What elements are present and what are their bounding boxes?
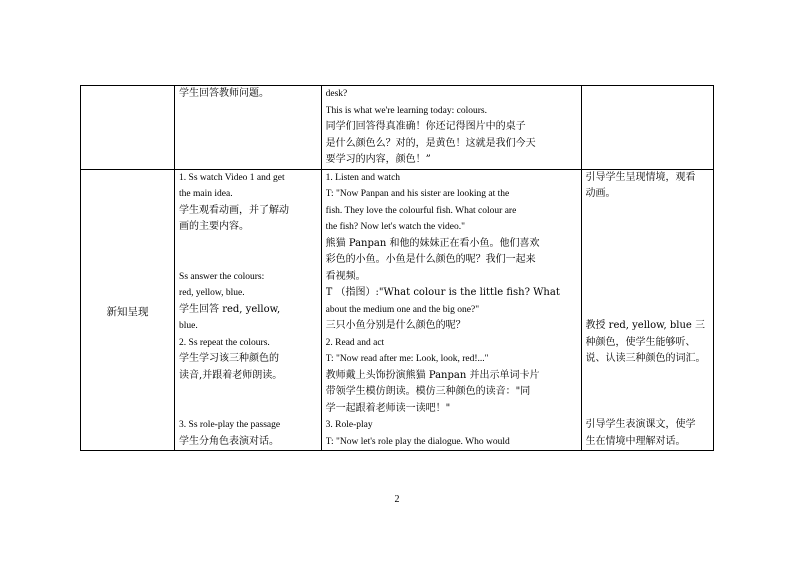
- text-line: 学生分角色表演对话。: [179, 435, 280, 447]
- lesson-plan-table: [80, 85, 714, 451]
- text-line: 3. Role-play: [325, 420, 373, 430]
- text-line: blue.: [179, 321, 198, 331]
- text-line: 1. Listen and watch: [325, 172, 401, 183]
- text-line: This is what we're learning today: colours.: [325, 105, 487, 116]
- text-line: 教授 red, yellow, blue 三: [585, 320, 705, 331]
- text-line: 说、认读三种颜色的词汇。: [585, 353, 706, 364]
- text-line: 是什么颜色么？对的，是黄色！这就是我们今天: [325, 137, 536, 149]
- text-line: [586, 384, 710, 401]
- text-line: the main idea.: [179, 189, 233, 199]
- text-line: the fish? Now let's watch the video.": [325, 222, 465, 232]
- text-line: T: "Now read after me: Look, look, red!...": [325, 354, 489, 364]
- text-line: [179, 236, 317, 253]
- text-line: fish. They love the colourful fish. What colour are: [325, 205, 517, 216]
- text-line: 读音,并跟着老师朗读。: [179, 369, 283, 381]
- phase-cell: [81, 169, 175, 451]
- text-line: T: "Now let's role play the dialogue. Who would: [325, 436, 510, 447]
- text-line: [586, 236, 710, 253]
- teacher-activity-cell: [321, 86, 581, 170]
- design-intent-cell: [581, 86, 714, 170]
- phase-cell: [81, 86, 175, 170]
- text-line: 动画。: [585, 188, 616, 199]
- text-line: 学生回答 red, yellow,: [179, 303, 281, 315]
- design-intent-cell: [581, 169, 714, 451]
- text-line: 要学习的内容，颜色！”: [325, 154, 431, 165]
- text-line: 画的主要内容。: [179, 221, 250, 232]
- text-line: 生在情境中理解对话。: [585, 435, 686, 447]
- text-line: [586, 219, 710, 236]
- text-line: 引导学生表演课文，使学: [585, 419, 696, 430]
- text-line: [179, 252, 317, 269]
- text-line: 彩色的小鱼。小鱼是什么颜色的呢？我们一起来: [325, 254, 536, 265]
- text-line: 同学们回答得真准确！你还记得图片中的桌子: [325, 121, 526, 132]
- text-line: [586, 203, 710, 220]
- text-line: 看视频。: [325, 270, 366, 282]
- text-line: [586, 269, 710, 286]
- text-line: [586, 302, 710, 319]
- table-row: [81, 86, 714, 170]
- text-line: 种颜色，使学生能够听、: [585, 336, 696, 348]
- text-line: 2. Ss repeat the colours.: [179, 337, 270, 348]
- text-line: [179, 384, 317, 401]
- student-activity-cell: [175, 169, 322, 451]
- text-line: desk?: [325, 89, 348, 99]
- text-line: Ss answer the colours:: [179, 271, 265, 282]
- text-line: 三只小鱼分别是什么颜色的呢？: [325, 320, 466, 331]
- text-line: [586, 368, 710, 385]
- page-number: 2: [394, 494, 400, 505]
- text-line: 1. Ss watch Video 1 and get: [179, 172, 285, 183]
- text-line: 3. Ss role-play the passage: [179, 420, 281, 430]
- phase-label: 新知呈现: [106, 306, 149, 319]
- text-line: 带领学生模仿朗读。模仿三种颜色的读音："同: [325, 386, 531, 397]
- text-line: red, yellow, blue.: [179, 288, 245, 298]
- text-line: 熊猫 Panpan 和他的妹妹正在看小鱼。他们喜欢: [325, 237, 540, 249]
- text-line: 教师戴上头饰扮演熊猫 Panpan 并出示单词卡片: [325, 369, 540, 381]
- text-line: about the medium one and the big one?": [325, 304, 480, 315]
- text-line: [586, 285, 710, 302]
- text-line: 学生学习该三种颜色的: [179, 353, 280, 364]
- teacher-activity-cell: [321, 169, 581, 451]
- table-row: [81, 169, 714, 451]
- text-line: T （指图）:"What colour is the little fish? What: [325, 287, 560, 298]
- student-activity-cell: [175, 86, 322, 170]
- text-line: [586, 252, 710, 269]
- text-line: 学生观看动画，并了解动: [179, 204, 290, 216]
- text-line: 学一起跟着老师读一读吧！": [325, 402, 451, 414]
- text-line: [179, 401, 317, 418]
- text-line: [586, 401, 710, 418]
- text-line: 2. Read and act: [325, 337, 385, 348]
- text-line: T: "Now Panpan and his sister are looking at the: [325, 189, 510, 199]
- text-line: 引导学生呈现情境，观看: [585, 171, 696, 183]
- text-line: 学生回答教师问题。: [179, 88, 270, 99]
